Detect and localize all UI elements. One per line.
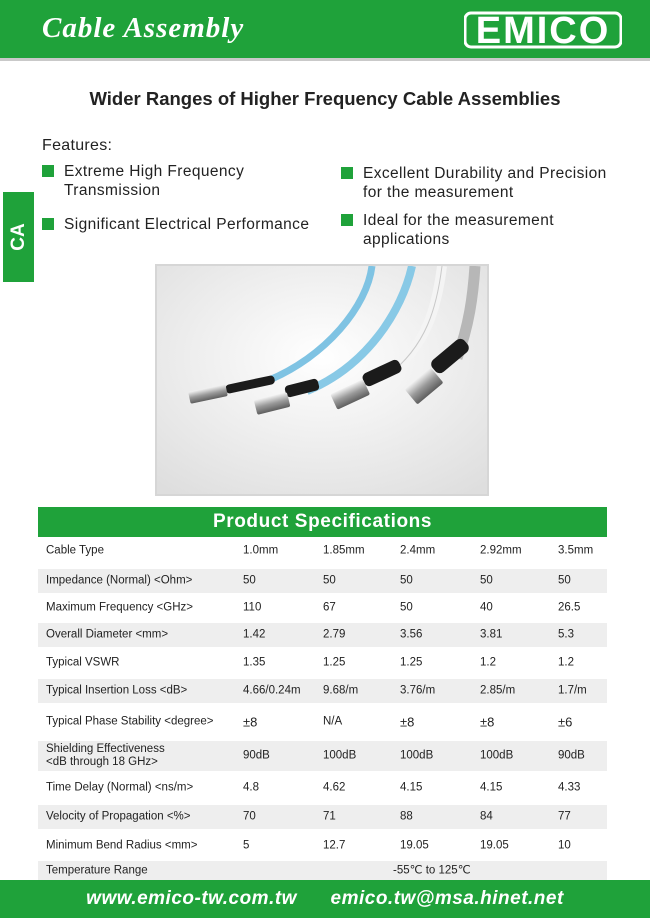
spec-label: Impedance (Normal) <Ohm> [46, 574, 193, 587]
feature-line: Significant Electrical Performance [64, 216, 310, 233]
green-square-bullet-icon [341, 214, 353, 226]
feature-line: applications [363, 231, 450, 248]
green-square-bullet-icon [341, 167, 353, 179]
features-label: Features: [42, 137, 113, 154]
spec-label: Typical VSWR [46, 656, 120, 669]
table-row [38, 831, 607, 861]
spec-value: 100dB [323, 749, 357, 762]
page-title: Cable Assembly [42, 12, 245, 44]
spec-value: -55℃ to 125℃ [393, 864, 471, 877]
footer-bar [0, 880, 650, 918]
spec-value: 1.25 [323, 656, 346, 669]
spec-value: 4.15 [400, 781, 423, 794]
spec-value: 26.5 [558, 601, 581, 614]
side-tab [3, 192, 34, 282]
spec-value: ±8 [400, 714, 415, 730]
spec-value: 40 [480, 601, 493, 614]
spec-value: 90dB [243, 749, 270, 762]
feature-line: for the measurement [363, 184, 514, 201]
spec-value: 1.7/m [558, 684, 587, 697]
table-row [38, 623, 607, 647]
spec-value: 3.81 [480, 628, 503, 641]
spec-value: 110 [243, 601, 262, 614]
spec-value: 3.76/m [400, 684, 436, 697]
spec-value: 50 [480, 574, 493, 587]
spec-label: Minimum Bend Radius <mm> [46, 839, 198, 852]
spec-title-bar [38, 507, 607, 537]
spec-value: 50 [243, 574, 256, 587]
feature-item [341, 164, 607, 202]
spec-value: 4.66/0.24m [243, 684, 301, 697]
spec-value: 4.62 [323, 781, 346, 794]
spec-value: 1.35 [243, 656, 266, 669]
spec-value: 5 [243, 839, 250, 852]
spec-value: 100dB [480, 749, 514, 762]
spec-value: 2.85/m [480, 684, 516, 697]
table-row [38, 773, 607, 803]
spec-label: Typical Insertion Loss <dB> [46, 684, 188, 697]
spec-value: 4.15 [480, 781, 503, 794]
table-row [38, 705, 607, 739]
spec-value: 4.33 [558, 781, 581, 794]
spec-value: 1.25 [400, 656, 423, 669]
spec-value: 50 [323, 574, 336, 587]
feature-line: Excellent Durability and Precision [363, 165, 607, 182]
product-photo [155, 264, 489, 496]
feature-line: Transmission [64, 182, 161, 199]
feature-line: Extreme High Frequency [64, 163, 245, 180]
spec-value: 50 [400, 574, 413, 587]
spec-value: 9.68/m [323, 684, 359, 697]
spec-value: ±6 [558, 714, 573, 730]
spec-value: 1.2 [480, 656, 496, 669]
spec-label: Typical Phase Stability <degree> [46, 715, 214, 728]
spec-value: 12.7 [323, 839, 346, 852]
spec-value: 50 [400, 601, 413, 614]
spec-label: Cable Type [46, 544, 104, 557]
feature-item [341, 211, 554, 249]
spec-value: 90dB [558, 749, 585, 762]
spec-value: ±8 [480, 714, 495, 730]
spec-table [38, 538, 607, 881]
spec-value: 19.05 [400, 839, 429, 852]
spec-value: N/A [323, 715, 343, 728]
table-row [38, 649, 607, 677]
feature-item [42, 162, 244, 200]
spec-value: 2.79 [323, 628, 346, 641]
spec-value: 3.5mm [558, 544, 594, 557]
table-row [38, 569, 607, 593]
green-square-bullet-icon [42, 218, 54, 230]
website-link[interactable]: www.emico-tw.com.tw [86, 888, 297, 909]
table-row [38, 861, 607, 881]
spec-label: Overall Diameter <mm> [46, 628, 169, 641]
spec-value: 10 [558, 839, 571, 852]
spec-value: 1.85mm [323, 544, 365, 557]
spec-value: 77 [558, 810, 571, 823]
spec-value: 1.0mm [243, 544, 279, 557]
side-tab-label: CA [7, 223, 29, 251]
logo-text: EMICO [475, 10, 611, 50]
table-row [38, 805, 607, 829]
spec-label: Time Delay (Normal) <ns/m> [46, 781, 194, 794]
table-row [38, 595, 607, 621]
spec-value: 71 [323, 810, 336, 823]
table-row [38, 679, 607, 703]
spec-value: 2.4mm [400, 544, 436, 557]
spec-label: Shielding Effectiveness <dB through 18 GHz> [46, 743, 165, 768]
spec-value: 5.3 [558, 628, 574, 641]
spec-value: 100dB [400, 749, 434, 762]
feature-line: Ideal for the measurement [363, 212, 554, 229]
header-bar [0, 0, 650, 61]
green-square-bullet-icon [42, 165, 54, 177]
spec-label: Maximum Frequency <GHz> [46, 601, 193, 614]
spec-value: 3.56 [400, 628, 423, 641]
spec-value: 50 [558, 574, 571, 587]
spec-value: 67 [323, 601, 336, 614]
subtitle: Wider Ranges of Higher Frequency Cable Assemblies [89, 88, 561, 109]
emico-logo [464, 10, 622, 50]
feature-item [42, 215, 309, 234]
spec-value: 70 [243, 810, 256, 823]
footer-contact [0, 888, 650, 910]
spec-value: 84 [480, 810, 493, 823]
spec-title: Product Specifications [212, 511, 433, 532]
spec-label: Velocity of Propagation <%> [46, 810, 191, 823]
spec-value: 88 [400, 810, 413, 823]
spec-value: 1.42 [243, 628, 266, 641]
spec-value: 4.8 [243, 781, 259, 794]
spec-label: Temperature Range [46, 864, 148, 877]
table-row [38, 741, 607, 771]
spec-value: 2.92mm [480, 544, 522, 557]
email-link[interactable]: emico.tw@msa.hinet.net [330, 888, 564, 909]
cable-assemblies-image [157, 266, 487, 494]
spec-value: 1.2 [558, 656, 574, 669]
spec-value: 19.05 [480, 839, 509, 852]
spec-value: ±8 [243, 714, 258, 730]
table-row [38, 538, 607, 564]
